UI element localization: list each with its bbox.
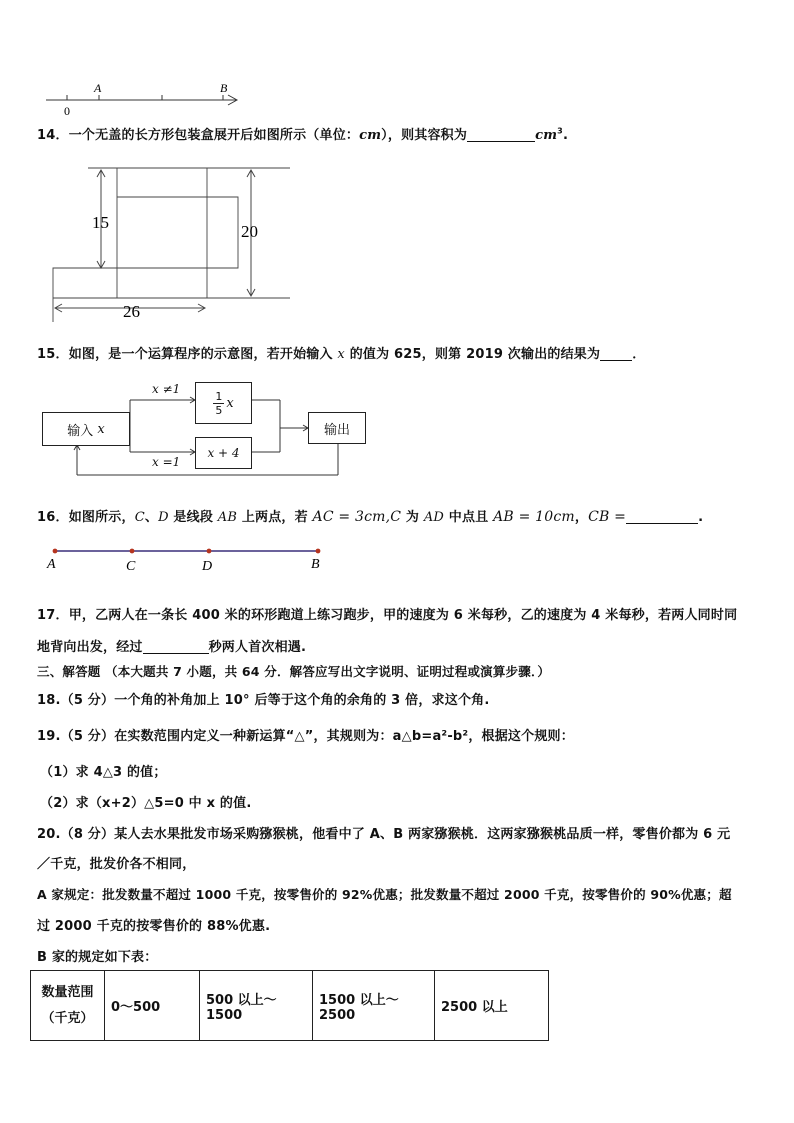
question-16: 16．如图所示，C、D 是线段 AB 上两点，若 AC = 3cm,C 为 AD 中点且 AB = 10cm，CB = . xyxy=(37,509,704,525)
question-19-sub1: （1）求 4△3 的值； xyxy=(40,765,167,780)
answer-blank-15[interactable] xyxy=(600,346,632,361)
question-20-line1: 20.（8 分）某人去水果批发市场采购猕猴桃，他看中了 A、B 两家猕猴桃．这两家猕猴桃品质一样，零售价都为 6 元 xyxy=(37,827,731,842)
label-b: B xyxy=(311,557,320,572)
answer-blank-14[interactable] xyxy=(467,127,535,142)
dim-20: 20 xyxy=(241,222,258,241)
question-19: 19.（5 分）在实数范围内定义一种新运算“△”，其规则为：a△b=a²-b²，根据这个规则： xyxy=(37,729,574,744)
numberline-label-0: 0 xyxy=(64,104,70,118)
number-line-figure xyxy=(40,78,250,120)
box-net-figure xyxy=(45,160,305,325)
question-18: 18.（5 分）一个角的补角加上 10° 后等于这个角的余角的 3 倍，求这个角. xyxy=(37,693,490,708)
table-cell: 500 以上～1500 xyxy=(200,971,313,1041)
table-row xyxy=(31,971,549,1041)
question-15: 15．如图，是一个运算程序的示意图，若开始输入 x 的值为 625，则第 2019 次输出的结果为 ． xyxy=(37,347,646,362)
flow-add-box: x + 4 xyxy=(195,437,252,469)
point-d xyxy=(207,549,212,554)
section-3-heading: 三、解答题 （本大题共 7 小题，共 64 分．解答应写出文字说明、证明过程或演算步骤．） xyxy=(37,664,551,679)
dim-26: 26 xyxy=(123,302,140,321)
question-20-line4: 过 2000 千克的按零售价的 88%优惠. xyxy=(37,919,271,934)
answer-blank-17[interactable] xyxy=(143,639,209,654)
numberline-label-a: A xyxy=(94,81,102,95)
flow-input-box: 输入 x xyxy=(42,412,130,446)
point-c xyxy=(130,549,135,554)
question-19-sub2: （2）求（x+2）△5=0 中 x 的值. xyxy=(40,796,252,811)
fraction-one-fifth: 1 5 xyxy=(215,389,223,417)
b-store-table xyxy=(30,970,549,1041)
table-cell: 0～500 xyxy=(105,971,200,1041)
answer-blank-16[interactable] xyxy=(626,509,698,524)
question-17-line2: 地背向出发，经过 秒两人首次相遇. xyxy=(37,640,307,655)
table-header-cell: 数量范围 （千克） xyxy=(31,971,105,1041)
flow-cond-bottom: x =1 xyxy=(152,455,181,469)
question-20-line2: ／千克，批发价各不相同， xyxy=(37,857,196,872)
question-20-line3: A 家规定：批发数量不超过 1000 千克，按零售价的 92%优惠；批发数量不超过 2000 千克，按零售价的 90%优惠；超 xyxy=(37,887,732,902)
question-20-line5: B 家的规定如下表： xyxy=(37,950,158,965)
flow-frac-box: 1 5 x xyxy=(195,382,252,424)
numberline-label-b: B xyxy=(220,81,228,95)
flow-cond-top: x ≠1 xyxy=(152,382,181,396)
question-17-line1: 17．甲，乙两人在一条长 400 米的环形跑道上练习跑步，甲的速度为 6 米每秒，乙的速度为 4 米每秒，若两人同时同 xyxy=(37,608,738,623)
flow-output-box: 输出 xyxy=(308,412,366,444)
label-a: A xyxy=(47,557,56,572)
label-c: C xyxy=(126,559,136,574)
segment-figure xyxy=(45,542,335,574)
point-a xyxy=(53,549,58,554)
dim-15: 15 xyxy=(92,213,109,232)
table-cell: 1500 以上～2500 xyxy=(313,971,435,1041)
point-b xyxy=(316,549,321,554)
table-cell: 2500 以上 xyxy=(435,971,549,1041)
question-14: 14．一个无盖的长方形包装盒展开后如图所示（单位：cm），则其容积为 $cm^3$. xyxy=(37,126,569,143)
label-d: D xyxy=(202,559,213,574)
